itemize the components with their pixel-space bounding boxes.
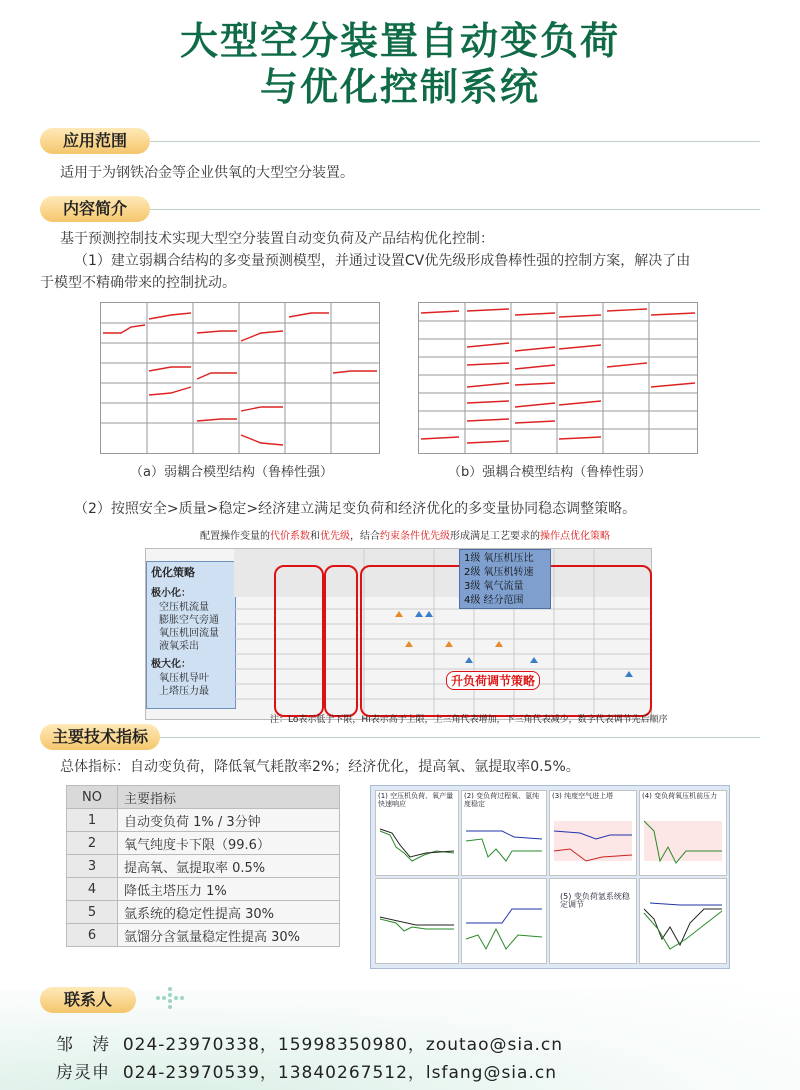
- load-adjust-strategy-label: 升负荷调节策略: [446, 671, 540, 690]
- scope-text: 适用于为钢铁冶金等企业供氧的大型空分装置。: [60, 165, 354, 181]
- figure-caption-a: （a）弱耦合模型结构（鲁棒性强）: [130, 465, 333, 480]
- intro-paragraph-2b: 于模型不精确带来的控制扰动。: [40, 275, 236, 291]
- table-header-cell: NO: [67, 786, 118, 809]
- contact-name: 邹 涛: [56, 1035, 110, 1055]
- trend-chart: [461, 790, 547, 876]
- trend-chart: [375, 790, 459, 876]
- section-spec-label: 主要技术指标: [40, 724, 160, 750]
- table-cell: 4: [67, 878, 118, 901]
- strategy-header-prefix: 配置操作变量的: [200, 531, 270, 542]
- contact-info: 024-23970539，13840267512，lsfang@sia.cn: [122, 1063, 557, 1083]
- intro-paragraph-1: 基于预测控制技术实现大型空分装置自动变负荷及产品结构优化控制：: [60, 231, 494, 247]
- spec-overall-text: 总体指标：自动变负荷，降低氧气耗散率2%；经济优化，提高氧、氩提取率0.5%。: [60, 759, 580, 775]
- trend-charts-panel: [370, 785, 730, 969]
- trend-chart: [639, 790, 727, 876]
- table-cell: 6: [67, 924, 118, 947]
- table-cell: 提高氧、氩提取率 0.5%: [118, 855, 340, 878]
- weak-coupling-grid: [101, 303, 379, 453]
- trend-caption: (5) 变负荷氩系统稳定调节: [560, 892, 630, 909]
- table-cell: 2: [67, 832, 118, 855]
- trend-lines: [640, 791, 726, 875]
- table-cell: 降低主塔压力 1%: [118, 878, 340, 901]
- table-cell: 自动变负荷 1% / 3分钟: [118, 809, 340, 832]
- minimize-item: 氧压机回流量: [159, 628, 219, 639]
- strategy-header-mid: ，结合: [350, 531, 380, 542]
- strategy-header-opt: 操作点优化策略: [540, 531, 610, 542]
- page-title-line1: 大型空分装置自动变负荷: [179, 19, 620, 63]
- strategy-header-mid2: 形成满足工艺要求的: [450, 531, 540, 542]
- figure-caption-b: （b）强耦合模型结构（鲁棒性弱）: [448, 465, 652, 480]
- trend-chart: [639, 878, 727, 964]
- table-cell: 氩系统的稳定性提高 30%: [118, 901, 340, 924]
- section-scope-label: 应用范围: [40, 128, 150, 154]
- trend-lines: [376, 879, 458, 963]
- trend-chart: [549, 790, 637, 876]
- table-row: [67, 878, 340, 901]
- table-cell: 1: [67, 809, 118, 832]
- strategy-header-cost: 代价系数: [270, 531, 310, 542]
- maximize-item: 氧压机导叶: [159, 673, 209, 684]
- contact-line-1: [56, 1030, 563, 1055]
- table-row: [67, 901, 340, 924]
- trend-lines: [462, 879, 546, 963]
- table-row: [67, 809, 340, 832]
- strong-coupling-model-figure: [418, 302, 698, 454]
- table-cell: 氩馏分含氩量稳定性提高 30%: [118, 924, 340, 947]
- trend-chart: [549, 878, 637, 964]
- trend-lines: [550, 791, 636, 875]
- divider: [150, 141, 760, 142]
- section-contact-label: 联系人: [40, 987, 136, 1013]
- table-header-cell: 主要指标: [118, 786, 340, 809]
- table-cell: 5: [67, 901, 118, 924]
- minimize-item: 空压机流量: [159, 602, 209, 613]
- strategy-header: [200, 527, 610, 542]
- priority-level-item: 3级 氧气流量: [464, 581, 524, 592]
- trend-caption: (4) 变负荷氧压机前压力: [642, 792, 718, 800]
- maximize-item: 上塔压力最: [159, 686, 209, 697]
- priority-level-item: 4级 经分范围: [464, 595, 524, 606]
- trend-caption: (3) 纯度空气进上塔: [552, 792, 614, 800]
- table-cell: 氧气纯度卡下限（99.6）: [118, 832, 340, 855]
- strategy-box: [146, 561, 236, 709]
- page-title-line2: 与优化控制系统: [259, 65, 540, 109]
- priority-level-item: 1级 氧压机压比: [464, 553, 534, 564]
- divider: [150, 209, 760, 210]
- priority-level-item: 2级 氧压机转速: [464, 567, 534, 578]
- minimize-item: 液氧采出: [159, 641, 199, 652]
- optimization-strategy-panel: [145, 548, 652, 720]
- dot-cross-decoration: [150, 985, 190, 1015]
- table-cell: 3: [67, 855, 118, 878]
- strategy-footnote: 注：Lo表示低于下限，Hi表示高于上限，上三角代表增加，下三角代表减少，数字代表调节先后顺序: [270, 715, 668, 725]
- contact-info: 024-23970338，15998350980，zoutao@sia.cn: [122, 1035, 564, 1055]
- trend-caption: (2) 变负荷过程氧、氩纯度稳定: [464, 792, 540, 808]
- strategy-header-and: 和: [310, 531, 320, 542]
- cost-column-highlight: [274, 565, 324, 717]
- trend-chart: [461, 878, 547, 964]
- divider: [160, 737, 760, 738]
- minimize-item: 膨胀空气旁通: [159, 615, 219, 626]
- intro-paragraph-2a: （1）建立弱耦合结构的多变量预测模型，并通过设置CV优先级形成鲁棒性强的控制方案，解决了由: [74, 253, 691, 269]
- trend-chart: [375, 878, 459, 964]
- priority-level-box: [459, 549, 551, 609]
- table-header-row: [67, 786, 340, 809]
- contact-line-2: [56, 1058, 557, 1083]
- strong-coupling-grid: [419, 303, 697, 453]
- strategy-header-priority: 优先级: [320, 531, 350, 542]
- table-row: [67, 855, 340, 878]
- weak-coupling-model-figure: [100, 302, 380, 454]
- spec-table: [66, 785, 340, 947]
- trend-lines: [640, 879, 726, 963]
- strategy-header-constraint: 约束条件优先级: [380, 531, 450, 542]
- contact-name: 房灵申: [56, 1063, 110, 1083]
- priority-column-highlight: [324, 565, 358, 717]
- strategy-box-title: 优化策略: [151, 566, 195, 579]
- table-row: [67, 924, 340, 947]
- section-intro-label: 内容简介: [40, 196, 150, 222]
- trend-caption: (1) 空压机负荷、氧产量快速响应: [378, 792, 454, 808]
- intro-paragraph-3: （2）按照安全>质量>稳定>经济建立满足变负荷和经济优化的多变量协同稳态调整策略。: [74, 501, 637, 517]
- table-row: [67, 832, 340, 855]
- maximize-title: 极大化：: [151, 659, 191, 670]
- minimize-title: 极小化：: [151, 588, 191, 599]
